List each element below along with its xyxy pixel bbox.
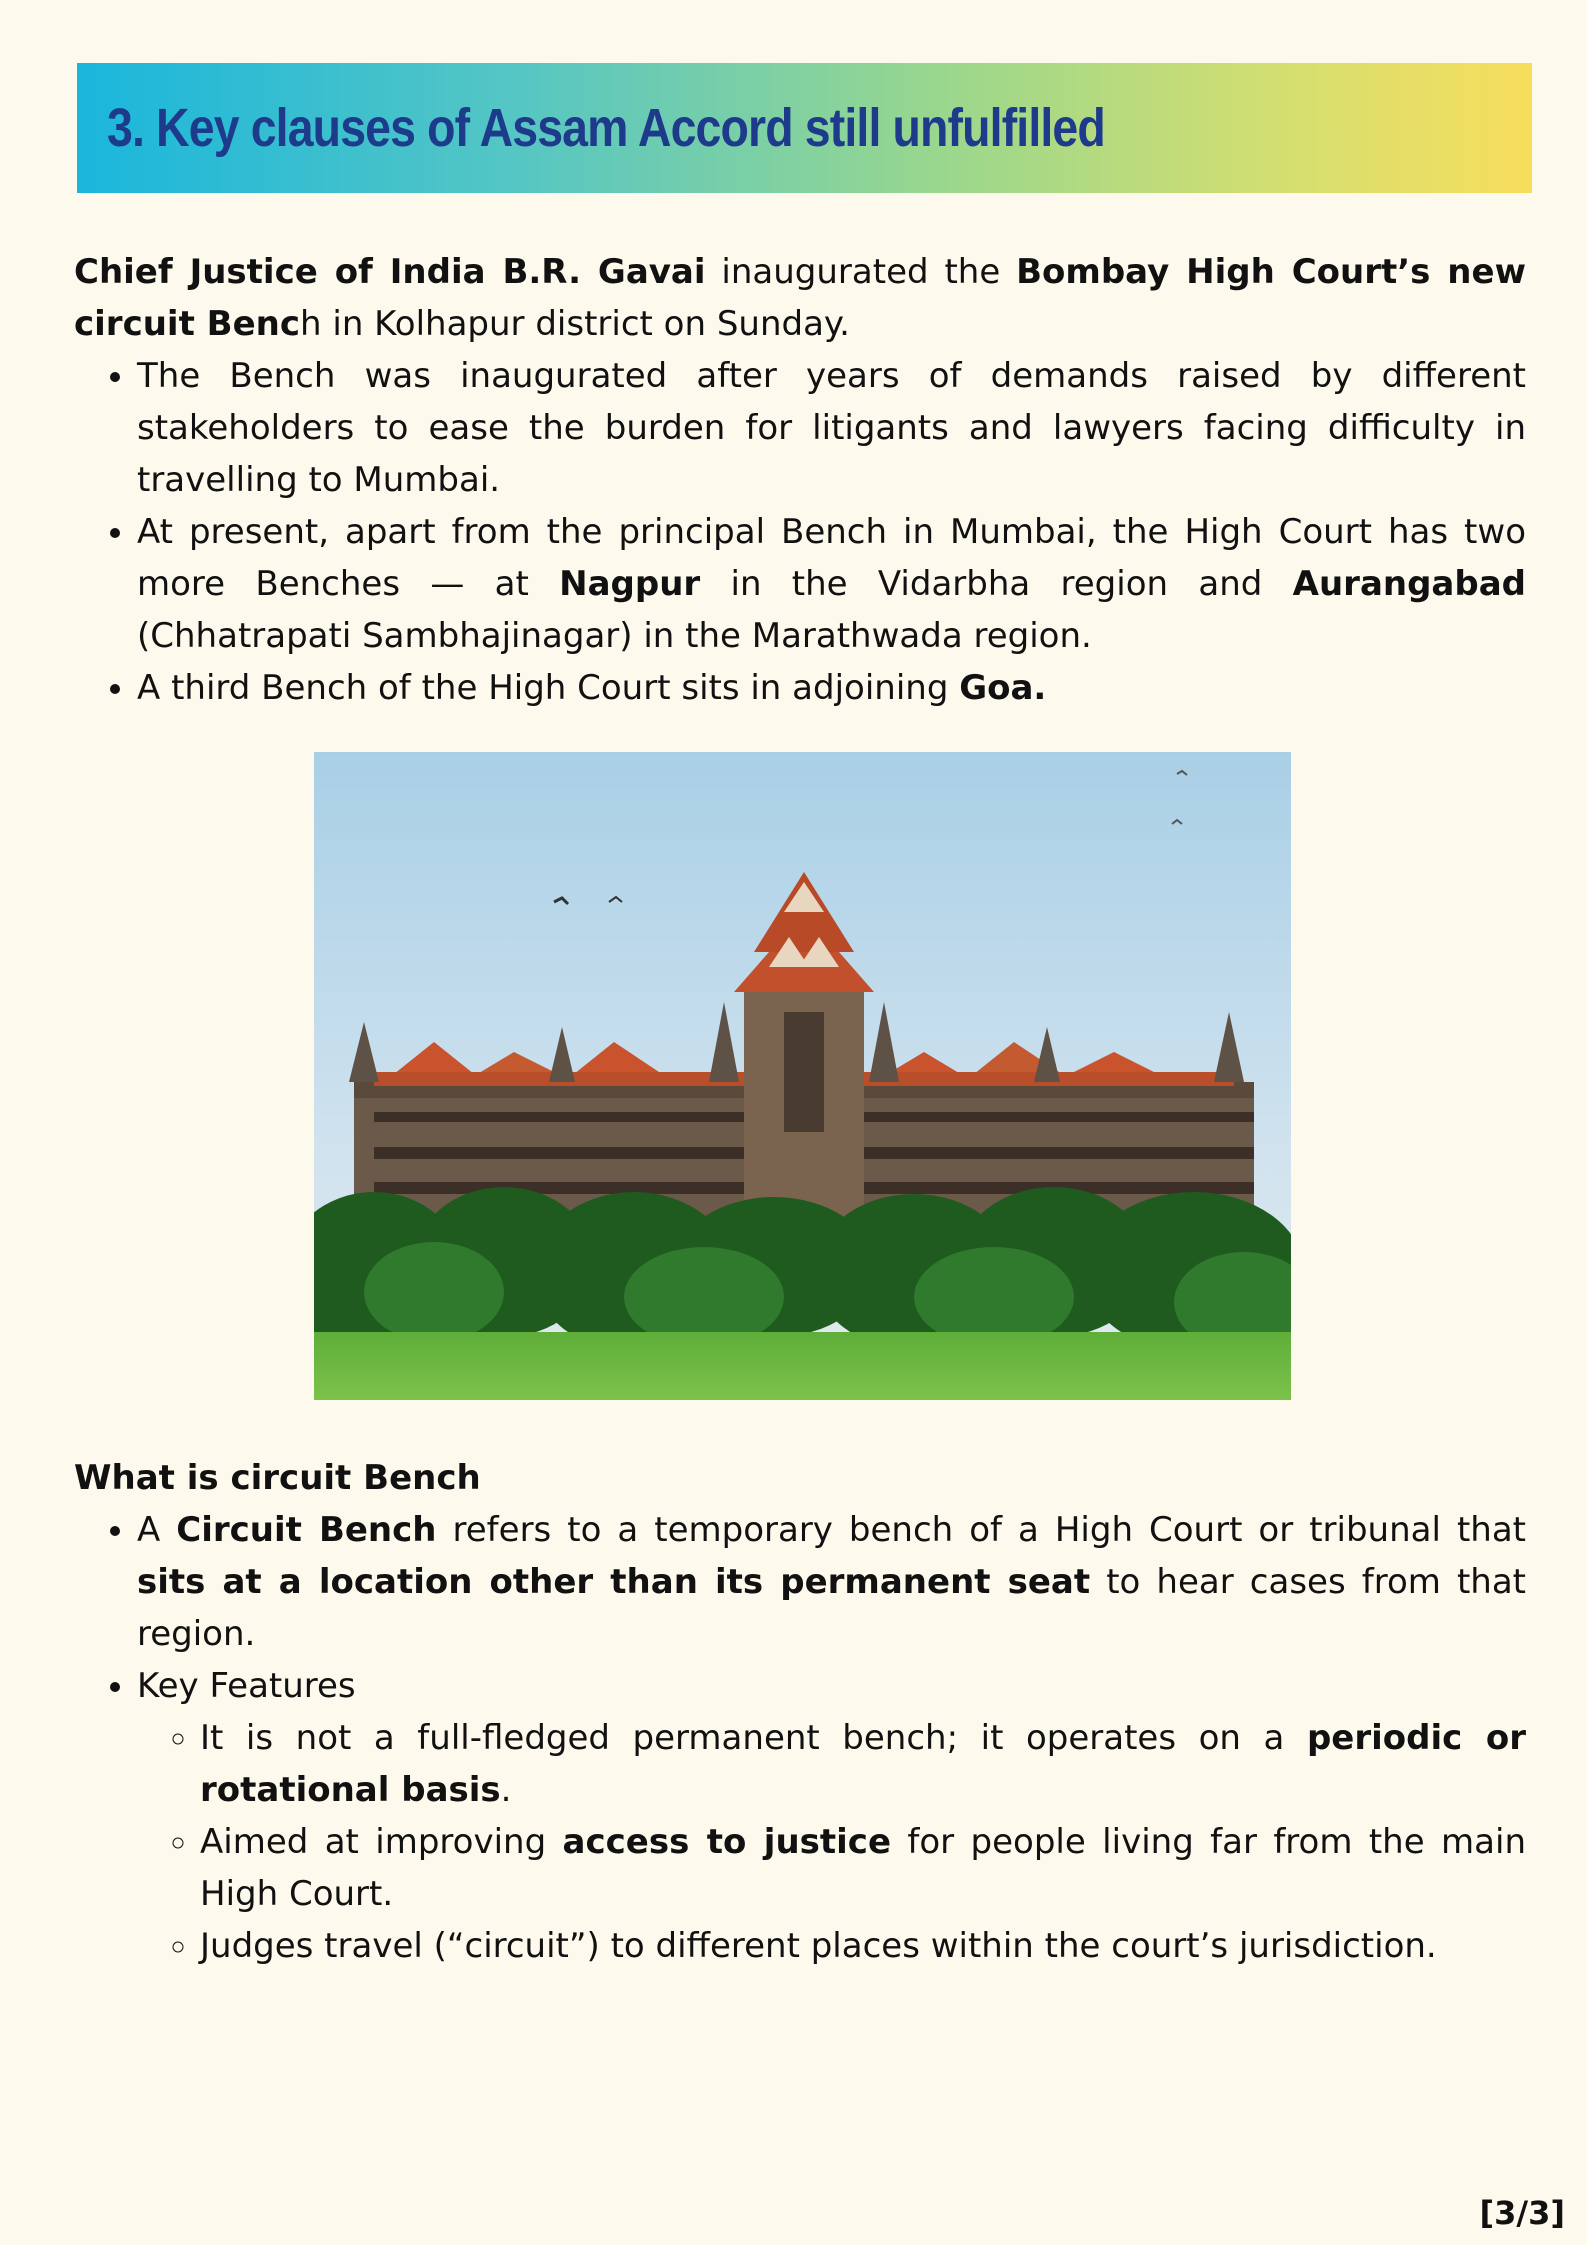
bullet-text: Key Features (137, 1666, 356, 1706)
list-item (137, 1504, 1526, 1660)
bullet-text: refers to a temporary bench of a High Court or tribunal that (436, 1510, 1526, 1550)
bullet-bold: access to justice (562, 1822, 892, 1862)
bullet-bold: Nagpur (559, 564, 701, 604)
bullet-bold: Goa. (959, 668, 1047, 708)
section-title: 3. Key clauses of Assam Accord still unfulfilled (107, 98, 1105, 158)
list-item (137, 350, 1526, 506)
definition-bullets (74, 1504, 1526, 1972)
features-sublist (137, 1712, 1526, 1972)
bullet-text: to hear cases from that region. (137, 1562, 1526, 1654)
intro-text: h in Kolhapur district on Sunday. (300, 304, 850, 344)
bullet-text: At present, apart from the principal Bench in Mumbai, the High Court has two more Benches — at (137, 512, 1526, 604)
list-item (137, 662, 1526, 714)
high-court-photo (314, 752, 1291, 1400)
bullet-text: It is not a full-fledged permanent bench; it operates on a (200, 1718, 1307, 1758)
heading-text: What is circuit Bench (74, 1458, 481, 1498)
bullet-bold: Circuit Bench (176, 1510, 437, 1550)
list-item (200, 1816, 1526, 1920)
bullet-bold: sits at a location other than its permanent seat (137, 1562, 1091, 1602)
section-banner (77, 63, 1532, 193)
bullet-text: The Bench was inaugurated after years of demands raised by different stakeholders to ease the burden for litigants and lawyers facing difficulty in travelling to Mumbai. (137, 356, 1526, 500)
bullet-bold: Aurangabad (1292, 564, 1526, 604)
intro-bullets (74, 350, 1526, 714)
cji-name: Chief Justice of India B.R. Gavai (74, 252, 706, 292)
bullet-text: (Chhatrapati Sambhajinagar) in the Marathwada region. (137, 616, 1092, 656)
page-number: [3/3] (1479, 2194, 1565, 2232)
bullet-text: Judges travel (“circuit”) to different places within the court’s jurisdiction. (200, 1926, 1437, 1966)
bench-name: Bombay High Court’s new circuit Benc (74, 252, 1526, 344)
bullet-text: Aimed at improving (200, 1822, 563, 1862)
bullet-bold: periodic or rotational basis (200, 1718, 1526, 1810)
bullet-text: in the Vidarbha region and (700, 564, 1293, 604)
list-item (200, 1712, 1526, 1816)
bullet-text: A (137, 1510, 177, 1550)
list-item (137, 506, 1526, 662)
bullet-text: for people living far from the main High Court. (200, 1822, 1526, 1914)
list-item (200, 1920, 1526, 1972)
bullet-text: A third Bench of the High Court sits in adjoining (137, 668, 960, 708)
intro-text: inaugurated the (705, 252, 1017, 292)
list-item (137, 1660, 1526, 1972)
bullet-text: . (500, 1770, 512, 1810)
intro-block (74, 246, 1526, 714)
circuit-bench-section (74, 1452, 1526, 1972)
section-heading (74, 1452, 1526, 1504)
intro-paragraph (74, 246, 1526, 350)
